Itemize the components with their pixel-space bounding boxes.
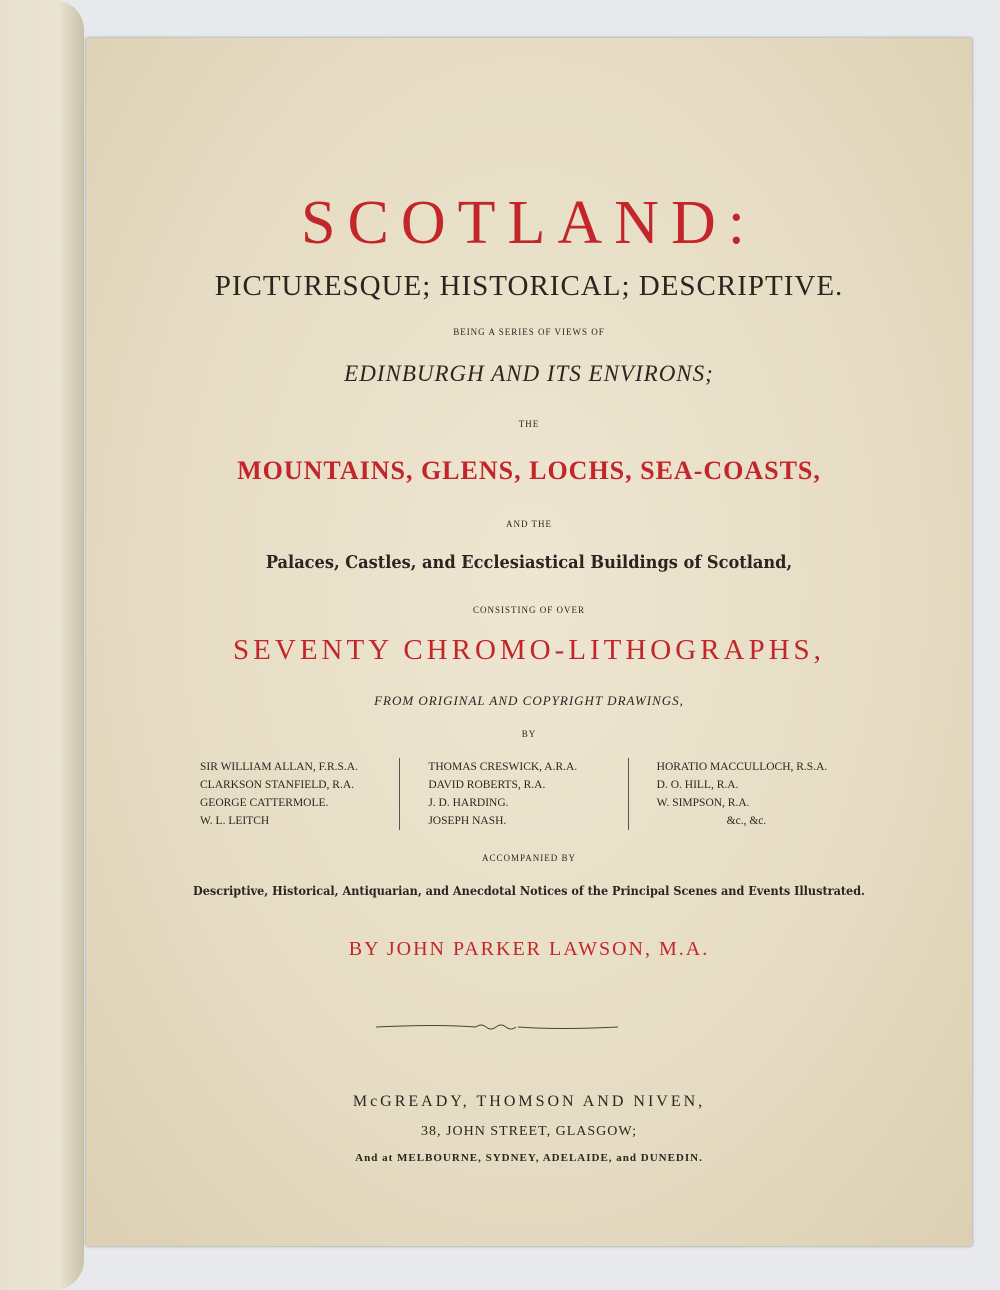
consisting-line: CONSISTING OF OVER — [472, 605, 585, 615]
artists-column — [196, 758, 399, 830]
artists-column — [628, 758, 856, 830]
artist: CLARKSON STANFIELD, R.A. — [200, 779, 355, 791]
seventy-line: SEVENTY CHROMO-LITHOGRAPHS, — [233, 634, 825, 666]
artists-column — [399, 758, 627, 830]
edinburgh-line: EDINBURGH AND ITS ENVIRONS; — [344, 361, 714, 386]
publisher-line: McGREADY, THOMSON AND NIVEN, — [352, 1093, 706, 1110]
and-the-line: AND THE — [505, 519, 553, 529]
artist: DAVID ROBERTS, R.A. — [428, 779, 546, 791]
artist: D. O. HILL, R.A. — [656, 779, 739, 791]
mountains-line: MOUNTAINS, GLENS, LOCHS, SEA-COASTS, — [237, 456, 821, 485]
artist: W. L. LEITCH — [200, 815, 270, 827]
artist: THOMAS CRESWICK, A.R.A. — [428, 761, 578, 773]
author-line: BY JOHN PARKER LAWSON, M.A. — [348, 938, 710, 960]
artist: GEORGE CATTERMOLE. — [200, 797, 329, 809]
artist: W. SIMPSON, R.A. — [656, 797, 750, 809]
artist: J. D. HARDING. — [428, 797, 509, 809]
the-line: THE — [518, 419, 540, 429]
left-page-edge — [0, 0, 84, 1290]
artist: &c., &c. — [726, 815, 767, 827]
notices-line: Descriptive, Historical, Antiquarian, and Anecdotal Notices of the Principal Scenes and Events Illustrated. — [193, 883, 865, 898]
ornament-divider — [376, 1023, 618, 1031]
being-line: BEING A SERIES OF VIEWS OF — [453, 327, 605, 337]
title-page — [86, 38, 972, 1246]
from-line: FROM ORIGINAL AND COPYRIGHT DRAWINGS, — [374, 693, 684, 708]
book-title: SCOTLAND: — [301, 189, 757, 257]
artist: HORATIO MACCULLOCH, R.S.A. — [656, 761, 828, 773]
accompanied-line: ACCOMPANIED BY — [482, 853, 576, 863]
by-line: BY — [521, 729, 537, 739]
branches-line: And at MELBOURNE, SYDNEY, ADELAIDE, and DUNEDIN. — [355, 1152, 703, 1164]
artist: SIR WILLIAM ALLAN, F.R.S.A. — [200, 761, 358, 773]
palaces-line: Palaces, Castles, and Ecclesiastical Buildings of Scotland, — [265, 552, 793, 573]
address-line: 38, JOHN STREET, GLASGOW; — [421, 1124, 637, 1139]
subtitle: PICTURESQUE; HISTORICAL; DESCRIPTIVE. — [214, 270, 844, 302]
artists-list — [196, 758, 856, 830]
artist: JOSEPH NASH. — [428, 815, 507, 827]
